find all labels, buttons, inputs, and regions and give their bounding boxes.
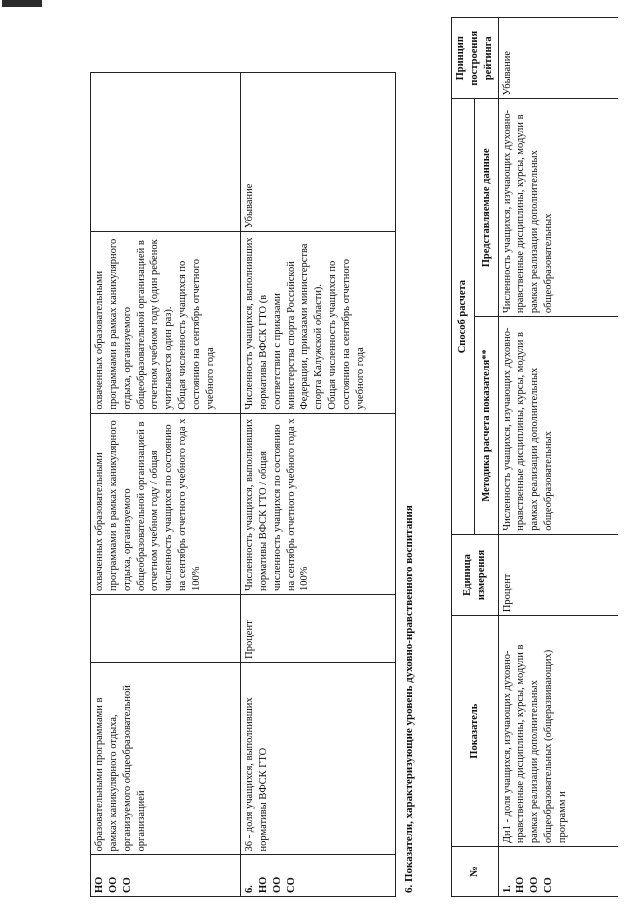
header-number: №: [452, 847, 499, 897]
unit-cell: Процент: [498, 534, 618, 615]
unit-cell: Процент: [241, 594, 396, 662]
unit-cell: [91, 594, 241, 662]
header-data: Представляемые данные: [475, 99, 498, 317]
data-cell: Численность учащихся, выполнивших нормативы ВФСК ГТО (в соответствии с приказами министерства спорта Российской Федерации, приказами министерства спорта Калужской области). Общая численность учащихся по состоянию на сентябрь отчетного учебного года: [241, 232, 396, 413]
header-indicator: Показатель: [452, 616, 499, 847]
ranking-cell: [91, 73, 241, 232]
method-cell: Численность учащихся, изучающих духовно-нравственные дисциплины, курсы, модули в рамках реализации дополнительных общеобразовательных: [498, 317, 618, 535]
header-method: Методика расчета показателя**: [475, 317, 498, 535]
header-calculation-method: Способ расчета: [452, 99, 475, 534]
data-cell: Численность учащихся, изучающих духовно-нравственные дисциплины, курсы, модули в рамках реализации дополнительных общеобразовательных: [498, 99, 618, 317]
method-cell: Численность учащихся, выполнивших нормативы ВФСК ГТО / общая численность учащихся по состоянию на сентябрь отчетного учебного года х 100%: [241, 413, 396, 594]
row-code-cell: 6. НО ОО СО: [241, 855, 396, 897]
row-code-cell: 1. НО ОО СО: [498, 847, 618, 897]
row-code-cell: НО ОО СО: [91, 855, 241, 897]
indicator-cell: 36 - доля учащихся, выполнивших нормативы ВФСК ГТО: [241, 662, 396, 855]
indicator-cell: Дн1 - доля учащихся, изучающих духовно-нравственные дисциплины, курсы, модули в рамках реализации дополнительных общеобразовательных (общеразвивающих) программ и: [498, 616, 618, 847]
section-title: 6. Показатели, характеризующие уровень духовно-нравственного воспитания: [403, 505, 415, 893]
header-ranking-principle: Принцип построения рейтинга: [452, 18, 499, 100]
data-cell: охваченных образовательными программами в рамках каникулярного отдыха, организуемого общеобразовательной организацией в отчетном учебном году (один ребенок учитывается один раз). Общая численность учащихся по состоянию на сентябрь отчетного учебного года: [91, 232, 241, 413]
table-row: [498, 18, 618, 897]
method-cell: охваченных образовательными программами в рамках каникулярного отдыха, организуемого общеобразовательной организацией в отчетном учебном году / общая численность учащихся по состоянию на сентябрь отчетного учебного года х 100%: [91, 413, 241, 594]
spiritual-moral-indicators-table: [451, 17, 618, 897]
ranking-cell: Убывание: [498, 18, 618, 100]
table-row: [241, 73, 396, 897]
header-unit: Единица измерения: [452, 534, 499, 615]
ranking-cell: Убывание: [241, 73, 396, 232]
table-row: [91, 73, 241, 897]
table-header-row: [452, 18, 475, 897]
indicator-cell: образовательными программами в рамках каникулярного отдыха, организуемого общеобразовательной организацией: [91, 662, 241, 855]
indicators-table-continued: [90, 72, 396, 897]
